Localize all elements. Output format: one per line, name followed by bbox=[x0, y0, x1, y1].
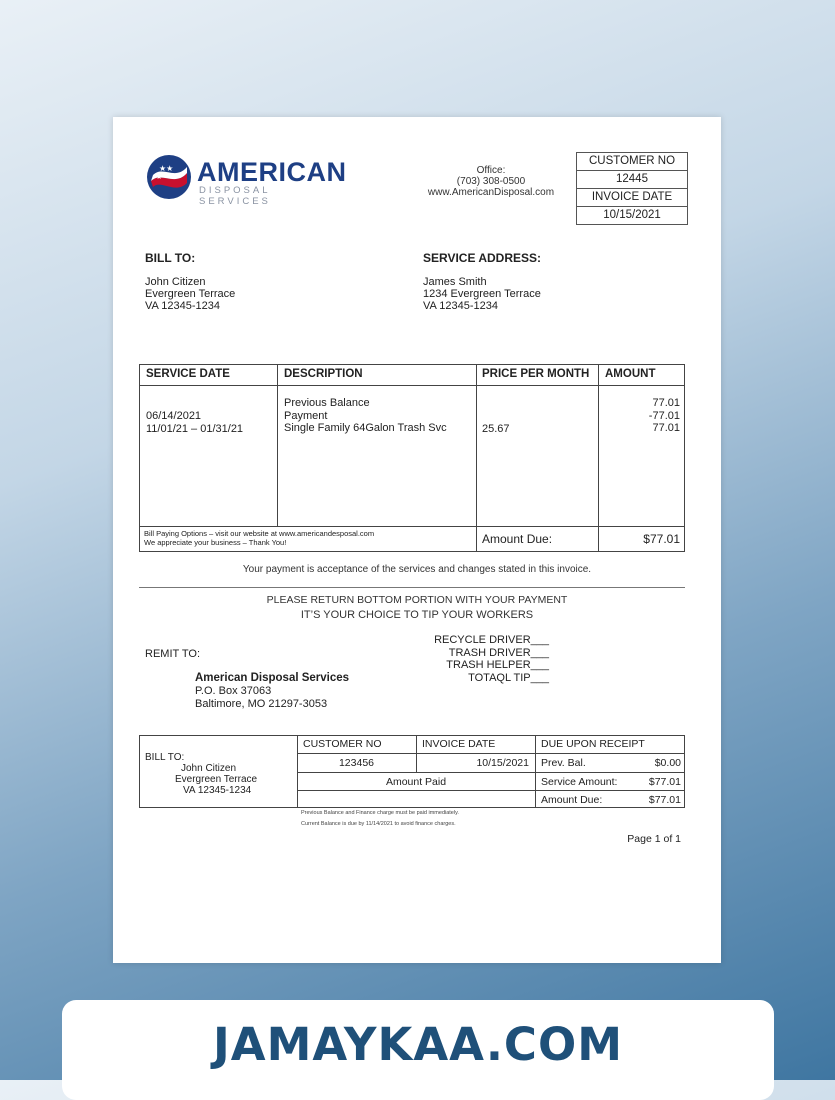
stub-note-2: Current Balance is due by 11/14/2021 to avoid finance charges. bbox=[301, 821, 456, 827]
table-row bbox=[146, 410, 243, 435]
tip-line: TRASH HELPER___ bbox=[446, 659, 549, 671]
service-city: VA 12345-1234 bbox=[423, 300, 499, 312]
bill-to-name: John Citizen bbox=[145, 276, 206, 288]
office-phone: (703) 308-0500 bbox=[456, 176, 526, 187]
tip-line: TOTAQL TIP___ bbox=[468, 671, 549, 684]
table-divider bbox=[277, 365, 278, 526]
tip-note: IT’S YOUR CHOICE TO TIP YOUR WORKERS bbox=[300, 609, 534, 621]
footer-line-2: We appreciate your business – Thank You! bbox=[144, 538, 287, 547]
table-row bbox=[284, 397, 447, 435]
bill-to-street: Evergreen Terrace bbox=[145, 288, 236, 300]
flag-globe-icon bbox=[145, 153, 193, 201]
header-description: DESCRIPTION bbox=[284, 368, 363, 380]
invoice-date-value: 10/15/2021 bbox=[577, 207, 687, 225]
tear-line bbox=[139, 587, 685, 588]
watermark-banner bbox=[62, 1000, 774, 1100]
company-logo bbox=[145, 153, 347, 207]
service-street: 1234 Evergreen Terrace bbox=[423, 288, 541, 300]
remit-label: REMIT TO: bbox=[145, 648, 201, 660]
table-divider bbox=[140, 385, 684, 386]
row-date: 11/01/21 – 01/31/21 bbox=[146, 422, 244, 435]
row-amount: 77.01 bbox=[652, 397, 680, 409]
customer-info-box bbox=[576, 152, 688, 225]
row-date: 06/14/2021 bbox=[146, 410, 202, 422]
service-address bbox=[423, 276, 541, 312]
stub-bill-to-label: BILL TO: bbox=[145, 752, 185, 763]
payment-stub bbox=[139, 735, 685, 809]
stub-service-amount: $77.01 bbox=[648, 776, 681, 788]
remit-company: American Disposal Services bbox=[195, 672, 350, 684]
stub-name: John Citizen bbox=[181, 763, 237, 774]
logo-main-text: AMERICAN bbox=[197, 157, 347, 187]
remit-city: Baltimore, MO 21297-3053 bbox=[195, 698, 328, 710]
page-number: Page 1 of 1 bbox=[627, 833, 681, 845]
tip-line: RECYCLE DRIVER___ bbox=[434, 634, 549, 646]
stub-note-1: Previous Balance and Finance charge must be paid immediately. bbox=[301, 810, 459, 816]
table-divider bbox=[140, 526, 684, 527]
stub-amount-due-label: Amount Due: bbox=[541, 794, 603, 806]
office-info bbox=[413, 165, 569, 198]
invoice-page bbox=[113, 117, 721, 963]
tip-line: TRASH DRIVER___ bbox=[448, 646, 549, 659]
row-description: Single Family 64Galon Trash Svc bbox=[284, 422, 447, 434]
row-amount: -77.01 bbox=[648, 409, 680, 422]
stub-due-label: DUE UPON RECEIPT bbox=[541, 738, 645, 750]
stub-street: Evergreen Terrace bbox=[175, 774, 258, 785]
logo-sub-text: DISPOSAL SERVICES bbox=[199, 185, 271, 207]
stub-customer-no: 123456 bbox=[338, 757, 375, 769]
svg-text:★: ★ bbox=[156, 173, 163, 181]
bill-to-address bbox=[145, 276, 235, 312]
return-note: PLEASE RETURN BOTTOM PORTION WITH YOUR PAYMENT bbox=[266, 594, 568, 606]
bill-to-heading: BILL TO: bbox=[145, 251, 196, 265]
acceptance-note: Your payment is acceptance of the services and changes stated in this invoice. bbox=[242, 564, 592, 575]
banner-text: JAMAYKAA.COM bbox=[213, 1018, 623, 1071]
row-amount: 77.01 bbox=[652, 422, 680, 434]
stub-amount-due: $77.01 bbox=[648, 794, 681, 806]
header-amount: AMOUNT bbox=[605, 368, 656, 380]
office-website: www.AmericanDisposal.com bbox=[427, 187, 555, 198]
service-name: James Smith bbox=[423, 276, 487, 288]
row-description: Payment bbox=[284, 409, 328, 422]
row-price: 25.67 bbox=[482, 423, 510, 435]
stub-invoice-date: 10/15/2021 bbox=[476, 757, 529, 769]
service-table bbox=[139, 364, 685, 552]
stub-prev-bal-label: Prev. Bal. bbox=[541, 757, 586, 769]
stub-amount-paid-label: Amount Paid bbox=[385, 776, 447, 788]
bill-to-city: VA 12345-1234 bbox=[145, 300, 221, 312]
table-divider bbox=[598, 365, 599, 551]
bill-paying-options bbox=[144, 529, 374, 547]
customer-no-label: CUSTOMER NO bbox=[577, 153, 687, 171]
footer-line-1: Bill Paying Options – visit our website at www.americandesposal.com bbox=[144, 529, 375, 538]
stub-service-amount-label: Service Amount: bbox=[541, 776, 618, 788]
header-service-date: SERVICE DATE bbox=[146, 368, 230, 380]
customer-no-value: 12445 bbox=[577, 171, 687, 189]
invoice-date-label: INVOICE DATE bbox=[577, 189, 687, 207]
svg-text:★★: ★★ bbox=[159, 164, 174, 173]
tip-lines bbox=[434, 634, 549, 684]
remit-box: P.O. Box 37063 bbox=[195, 685, 272, 697]
table-row bbox=[649, 397, 680, 435]
remit-address bbox=[195, 672, 349, 711]
table-divider bbox=[476, 365, 477, 551]
stub-customer-no-label: CUSTOMER NO bbox=[303, 738, 382, 750]
stub-notes bbox=[301, 810, 459, 828]
amount-due-label: Amount Due: bbox=[482, 532, 553, 546]
office-label: Office: bbox=[476, 165, 506, 176]
header-price: PRICE PER MONTH bbox=[482, 368, 590, 380]
stub-bill-to bbox=[145, 752, 257, 796]
stub-city: VA 12345-1234 bbox=[183, 785, 252, 796]
service-address-heading: SERVICE ADDRESS: bbox=[423, 251, 542, 265]
stub-prev-bal: $0.00 bbox=[654, 757, 681, 769]
amount-due-value: $77.01 bbox=[643, 532, 680, 546]
stub-invoice-date-label: INVOICE DATE bbox=[422, 738, 496, 750]
row-description: Previous Balance bbox=[284, 397, 370, 409]
